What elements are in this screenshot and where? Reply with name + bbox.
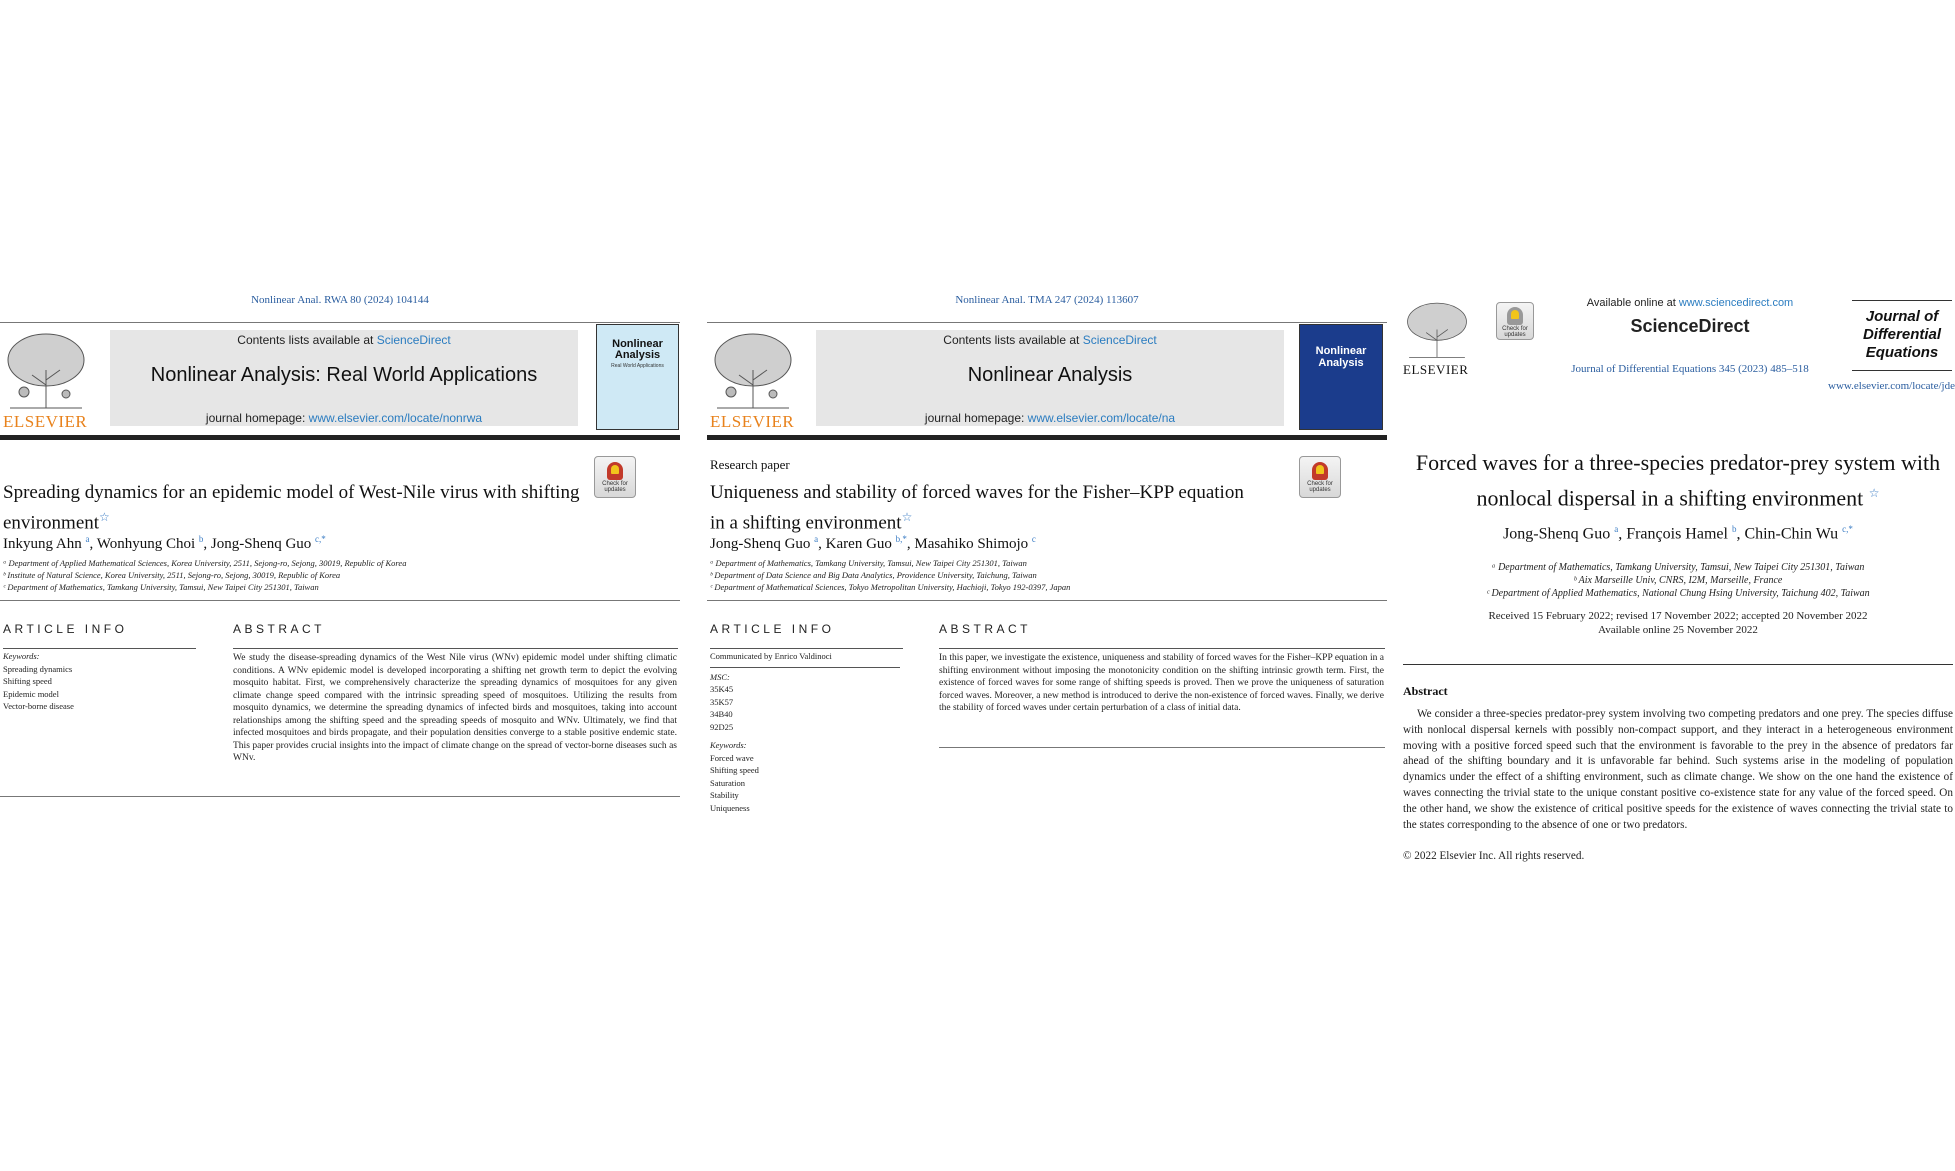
journal-cover [596, 324, 679, 430]
homepage-line: journal homepage: www.elsevier.com/locate/nonrwa [205, 411, 483, 425]
author-list: Inkyung Ahn $^a$, Wonhyung Choi $^b$, Jong-Shenq Guo $^{c,*}$ [3, 534, 326, 552]
msc-code: 92D25 [710, 721, 734, 732]
citation[interactable]: Nonlinear Anal. TMA 247 (2024) 113607 [955, 294, 1139, 306]
article-title: Forced waves for a three-species predator-prey system with nonlocal dispersal in a shifting environment ☆ [1415, 450, 1941, 511]
paper-1 [0, 0, 680, 1171]
star-icon[interactable]: ☆ [99, 510, 110, 524]
check-for-updates-button[interactable]: Check for updates [594, 456, 636, 498]
keyword[interactable]: Forced wave [710, 752, 754, 763]
divider [0, 600, 680, 601]
cover-title: Nonlinear Analysis [612, 338, 663, 361]
copyright: © 2022 Elsevier Inc. All rights reserved. [1403, 850, 1585, 862]
journal-title: Nonlinear Analysis: Real World Applications [150, 364, 538, 386]
check-for-updates-button[interactable]: Check for updates [1299, 456, 1341, 498]
divider [939, 747, 1385, 748]
divider [233, 648, 678, 649]
divider [3, 648, 196, 649]
elsevier-tree-logo [709, 330, 797, 415]
communicated-by: Communicated by Enrico Valdinoci [710, 651, 832, 661]
paper-3 [1400, 0, 1955, 1171]
keyword[interactable]: Epidemic model [3, 688, 59, 699]
citation[interactable]: Nonlinear Anal. RWA 80 (2024) 104144 [251, 294, 429, 306]
divider [939, 648, 1385, 649]
received-dates: Received 15 February 2022; revised 17 November 2022; accepted 20 November 2022 [1488, 610, 1868, 622]
abstract-heading: ABSTRACT [233, 622, 326, 636]
msc-code: 34B40 [710, 709, 733, 719]
elsevier-tree-logo [1402, 300, 1472, 362]
abstract-text: We consider a three-species predator-prey system involving two competing predators and one prey. The species diffuse with nonlocal dispersal kernels with possibly non-compact support, and they interact in a heterogeneous environment moving with a positive forced speed such that the environment is favorable to the prey in the absence of predators far ahead of the shifting boundary and it is unfavorable far behind. Such systems arise in the modeling of population dynamics under the effect of a shifting environment, such as climate change. We show on the one hand the existence of waves connecting the trivial state to the unique constant positive co-existence state for any value of the forced speed. On the other hand, we show the existence of critical positive speeds for the existence of waves connecting the trivial state to the states corresponding to the absence of one or two predators. [1403, 708, 1953, 831]
article-title: Spreading dynamics for an epidemic model of West-Nile virus with shifting environment☆ [3, 482, 580, 534]
journal-banner [816, 330, 1284, 426]
abstract-heading: Abstract [1403, 684, 1448, 698]
journal-title: Nonlinear Analysis [967, 364, 1133, 386]
contents-line: Contents lists available at ScienceDirect [237, 333, 451, 347]
article-info-heading: ARTICLE INFO [3, 622, 128, 636]
contents-line: Contents lists available at ScienceDirect [943, 333, 1157, 347]
homepage-link[interactable]: www.elsevier.com/locate/na [1027, 411, 1176, 425]
keywords-block: Keywords: Spreading dynamics Shifting speed Epidemic model Vector-borne disease [3, 650, 193, 713]
abstract-text: In this paper, we investigate the existence, uniqueness and stability of forced waves for the Fisher–KPP equation in a shifting environment without imposing the monotonicity condition on the shifting intrinsic growth term. First, the existence of forced waves for some range of shifting speeds is proved. Then we prove the uniqueness of saturation forced waves. Moreover, a new method is introduced to derive the non-existence of forced waves. Finally, we derive the stability of forced waves under certain perturbation of a class of initial data. [939, 653, 1384, 713]
elsevier-tree-logo [2, 330, 90, 415]
header-rule [0, 435, 680, 440]
sciencedirect-logo: ScienceDirect [1630, 316, 1750, 336]
elsevier-wordmark: ELSEVIER [710, 412, 795, 431]
author[interactable]: Jong-Shenq Guo [210, 536, 312, 552]
affiliations: ᵃ Department of Mathematics, Tamkang University, Tamsui, New Taipei City 251301, Taiwan ᵇ Department of Data Science and Big Data Analytics, Providence University, Taichung, Taiwan ᶜ Department of Mathematical Sciences, Tokyo Metropolitan University, Hachioji, Tokyo 192-0397, Japan [710, 558, 1071, 592]
affiliations: ᵃ Department of Applied Mathematical Sciences, Korea University, 2511, Sejong-ro, Sejong, 30019, Republic of Korea ᵇ Institute of Natural Science, Korea University, 2511, Sejong-ro, Sejong, 30019, Republic of Korea ᶜ Department of Mathematics, Tamkang University, Tamsui, New Taipei City 251301, Taiwan [3, 558, 407, 592]
keyword[interactable]: Shifting speed [3, 676, 52, 686]
cover-title: Nonlinear Analysis [1315, 345, 1367, 369]
keyword[interactable]: Uniqueness [710, 802, 750, 813]
author[interactable]: Inkyung Ahn [3, 536, 82, 552]
keyword[interactable]: Shifting speed [710, 765, 759, 775]
bookmark-icon [1507, 307, 1523, 325]
journal-logo: Journal of Differential Equations [1862, 308, 1942, 361]
author[interactable]: Chin-Chin Wu [1744, 525, 1839, 543]
available-online-line: Available online at www.sciencedirect.com [1586, 297, 1794, 309]
keyword[interactable]: Saturation [710, 777, 745, 788]
author-list: Jong-Shenq Guo $^a$, François Hamel $^b$, Chin-Chin Wu $^{c,*}$ [1503, 524, 1853, 543]
elsevier-wordmark: ELSEVIER [1403, 362, 1469, 377]
author-list: Jong-Shenq Guo $^a$, Karen Guo $^{b,*}$, Masahiko Shimojo $^c$ [710, 534, 1036, 552]
homepage-line: journal homepage: www.elsevier.com/locate/na [924, 411, 1176, 425]
cover-subtitle: Real World Applications [611, 363, 664, 369]
msc-code: 35K57 [710, 696, 734, 707]
author[interactable]: Wonhyung Choi [96, 536, 196, 552]
citation[interactable]: Journal of Differential Equations 345 (2023) 485–518 [1571, 363, 1809, 375]
journal-cover [1299, 324, 1383, 430]
keyword[interactable]: Vector-borne disease [3, 701, 74, 711]
bookmark-icon [1312, 462, 1328, 480]
homepage-link[interactable]: www.elsevier.com/locate/jde [1828, 380, 1955, 392]
divider [710, 648, 903, 649]
author[interactable]: Jong-Shenq Guo [710, 536, 811, 552]
homepage-link[interactable]: www.elsevier.com/locate/nonrwa [308, 411, 483, 425]
header-rule [707, 435, 1387, 440]
keywords-block: Communicated by Enrico Valdinoci MSC: 35K45 35K57 34B40 92D25 Keywords: Forced wave Shifting speed Saturation Stability Uniqueness [710, 650, 900, 814]
star-icon[interactable]: ☆ [1868, 486, 1880, 500]
article-title: Uniqueness and stability of forced waves for the Fisher–KPP equation in a shifting environment☆ [710, 482, 1244, 534]
divider [0, 322, 680, 323]
journal-banner [110, 330, 578, 426]
divider [0, 796, 680, 797]
abstract-text: We study the disease-spreading dynamics of the West Nile virus (WNv) epidemic model under shifting climatic conditions. A WNv epidemic model is developed incorporating a shifting net growth term to depict the evolving mosquito habitat. First, we comprehensively characterize the spreading dynamics of mosquitoes for any given climate change speed compared with the intrinsic spreading speed of mosquitoes. Utilizing the results from mosquito dynamics, we determine the spreading dynamics of infected birds and mosquitoes, taking into account relationships among the shifting speed and the spreading speeds of mosquito and WNv. Ultimately, we find that infected mosquitoes and birds propagate, and their population densities converge to a stable positive endemic state. This paper provides crucial insights into the impact of climate change on the spread of vector-borne diseases such as WNv. [233, 653, 677, 763]
sciencedirect-link[interactable]: www.sciencedirect.com [1678, 297, 1794, 309]
sciencedirect-link[interactable]: ScienceDirect [1082, 333, 1157, 347]
author[interactable]: Jong-Shenq Guo [1503, 525, 1611, 543]
affiliations: ᵃ Department of Mathematics, Tamkang University, Tamsui, New Taipei City 251301, Taiwan ᵇ Aix Marseille Univ, CNRS, I2M, Marseille, France ᶜ Department of Applied Mathematics, National Chung Hsing University, Taichung 402, Taiwan [1486, 562, 1870, 599]
author[interactable]: François Hamel [1626, 525, 1728, 543]
article-info-heading: ARTICLE INFO [710, 622, 835, 636]
paper-type: Research paper [710, 457, 790, 472]
author[interactable]: Karen Guo [825, 536, 892, 552]
elsevier-wordmark: ELSEVIER [3, 412, 88, 431]
divider [707, 322, 1387, 323]
available-online-date: Available online 25 November 2022 [1598, 624, 1758, 636]
abstract-heading: ABSTRACT [939, 622, 1032, 636]
bookmark-icon [607, 462, 623, 480]
author[interactable]: Masahiko Shimojo [914, 536, 1029, 552]
keyword[interactable]: Stability [710, 790, 739, 800]
keyword[interactable]: Spreading dynamics [3, 663, 73, 674]
check-for-updates-button[interactable]: Check for updates [1496, 302, 1534, 340]
sciencedirect-link[interactable]: ScienceDirect [376, 333, 451, 347]
divider [1403, 664, 1953, 665]
dates [1403, 609, 1953, 637]
paper-2 [707, 0, 1387, 1171]
star-icon[interactable]: ☆ [901, 510, 913, 524]
divider [707, 600, 1387, 601]
msc-code: 35K45 [710, 684, 734, 694]
